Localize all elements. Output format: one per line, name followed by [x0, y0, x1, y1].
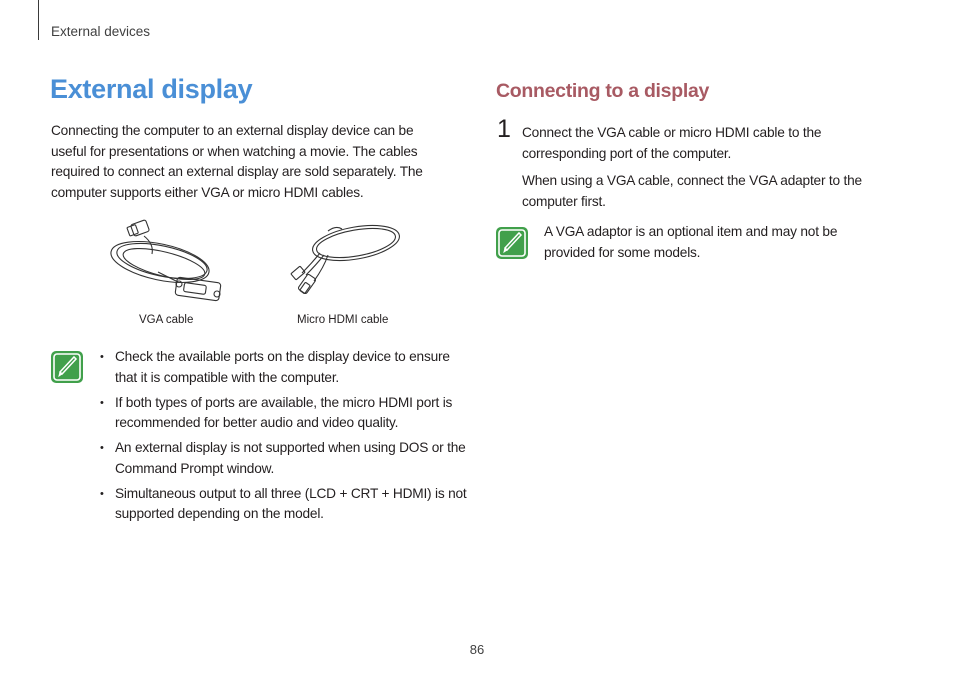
step-text: Connect the VGA cable or micro HDMI cable to the corresponding port of the computer. [522, 125, 822, 161]
step-subtext: When using a VGA cable, connect the VGA adapter to the computer first. [522, 173, 862, 209]
adaptor-note: A VGA adaptor is an optional item and may not be provided for some models. [544, 224, 838, 260]
note-icon [51, 351, 83, 383]
list-item: • An external display is not supported when using DOS or the Command Prompt window. [100, 440, 466, 476]
header-rule [38, 0, 39, 40]
section-label: External devices [51, 24, 151, 39]
notes-list [100, 347, 470, 529]
section-subtitle: Connecting to a display [496, 80, 710, 102]
page-number: 86 [469, 642, 485, 657]
list-item: • Simultaneous output to all three (LCD + CRT + HDMI) is not supported depending on the model. [100, 485, 467, 521]
vga-cable-caption: VGA cable [139, 314, 194, 326]
list-item: • Check the available ports on the display device to ensure that it is compatible with the computer. [100, 349, 450, 385]
micro-hdmi-cable-caption: Micro HDMI cable [297, 314, 389, 326]
note-icon [496, 227, 528, 259]
micro-hdmi-cable-illustration [284, 219, 406, 305]
intro-paragraph: Connecting the computer to an external display device can be useful for presentations or when watching a movie. The cables required to connect an external display are sold separately. The computer supports either VGA or micro HDMI cables. [51, 123, 423, 200]
list-item: • If both types of ports are available, the micro HDMI port is recommended for better audio and video quality. [100, 394, 453, 430]
step-number: 1 [497, 115, 511, 143]
vga-cable-illustration [104, 214, 228, 306]
page-title: External display [50, 74, 253, 104]
